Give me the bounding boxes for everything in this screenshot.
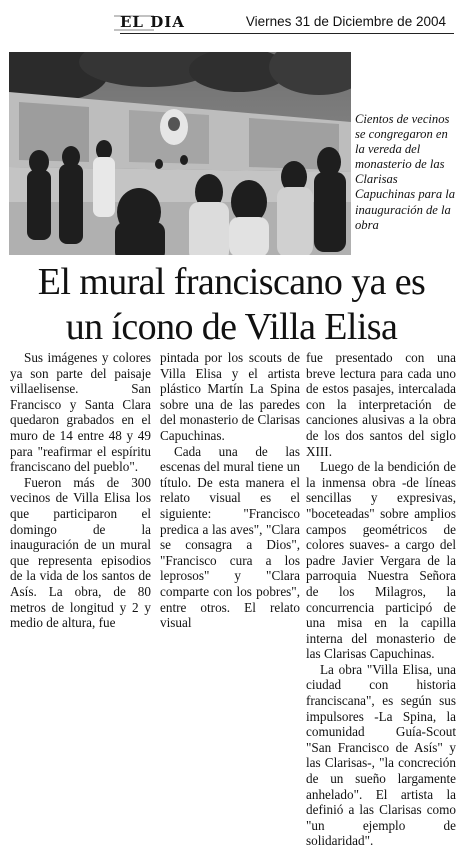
headline xyxy=(0,260,463,350)
news-photo xyxy=(9,52,351,255)
paragraph: Sus imágenes y colores ya son parte del paisaje villaelisense. San Francisco y Santa Clara quedaron grabados en el muro de 14 entre 48 y 49 para "reafirmar el espíritu franciscano del pueblo". xyxy=(10,350,151,475)
article-column-2 xyxy=(160,350,300,631)
photo-caption: Cientos de vecinos se congregaron en la vereda del monasterio de las Clarisas Capuchinas para la inauguración de la obra xyxy=(355,112,456,232)
headline-line-2: un ícono de Villa Elisa xyxy=(65,306,398,348)
newspaper-name: EL DIA xyxy=(120,13,185,31)
mural-crowd-photo xyxy=(9,52,351,255)
paragraph: La obra "Villa Elisa, una ciudad con historia franciscana", es según sus impulsores -La Spina, la comunidad Guía-Scout "San Francisco de Asís" y las Clarisas-, "la concreción de un sueño largamente anhelado". El artista la definió a las Clarisas como "un ejemplo de solidaridad". xyxy=(306,661,456,849)
paragraph: Cada una de las escenas del mural tiene un título. De esta manera el relato visual es el siguiente: "Francisco predica a las aves", "Clara se consagra a Dios", "Francisco cura a los leprosos" y "Clara comparte con los pobres", entre otros. El relato visual xyxy=(160,443,300,631)
paragraph: pintada por los scouts de Villa Elisa y el artista plástico Martín La Spina sobre una de las paredes del monasterio de Clarisas Capuchinas. xyxy=(160,350,300,443)
paragraph: fue presentado con una breve lectura para cada uno de estos pasajes, intercalada con la interpretación de canciones alusivas a la obra de los dos santos del siglo XIII. xyxy=(306,350,456,459)
masthead-rule xyxy=(120,33,454,34)
headline-line-1: El mural franciscano ya es xyxy=(37,261,426,303)
paragraph: Fueron más de 300 vecinos de Villa Elisa los que participaron el domingo de la inauguración de un mural que representa episodios de la vida de los santos de Asís. La obra, de 80 metros de longitud y 2 y medio de altura, fue xyxy=(10,474,151,631)
article-column-3 xyxy=(306,350,456,849)
article-column-1 xyxy=(10,350,151,631)
masthead xyxy=(120,13,450,33)
paragraph: Luego de la bendición de la inmensa obra -de líneas sencillas y expresivas, "boceteadas" sobre amplios campos geométricos de colores suaves- a cargo del padre Javier Vergara de la parroquia Nuestra Señora de los Milagros, la concurrencia participó de una misa en la capilla interna del monasterio de las Clarisas Capuchinas. xyxy=(306,459,456,662)
issue-date: Viernes 31 de Diciembre de 2004 xyxy=(245,14,446,29)
